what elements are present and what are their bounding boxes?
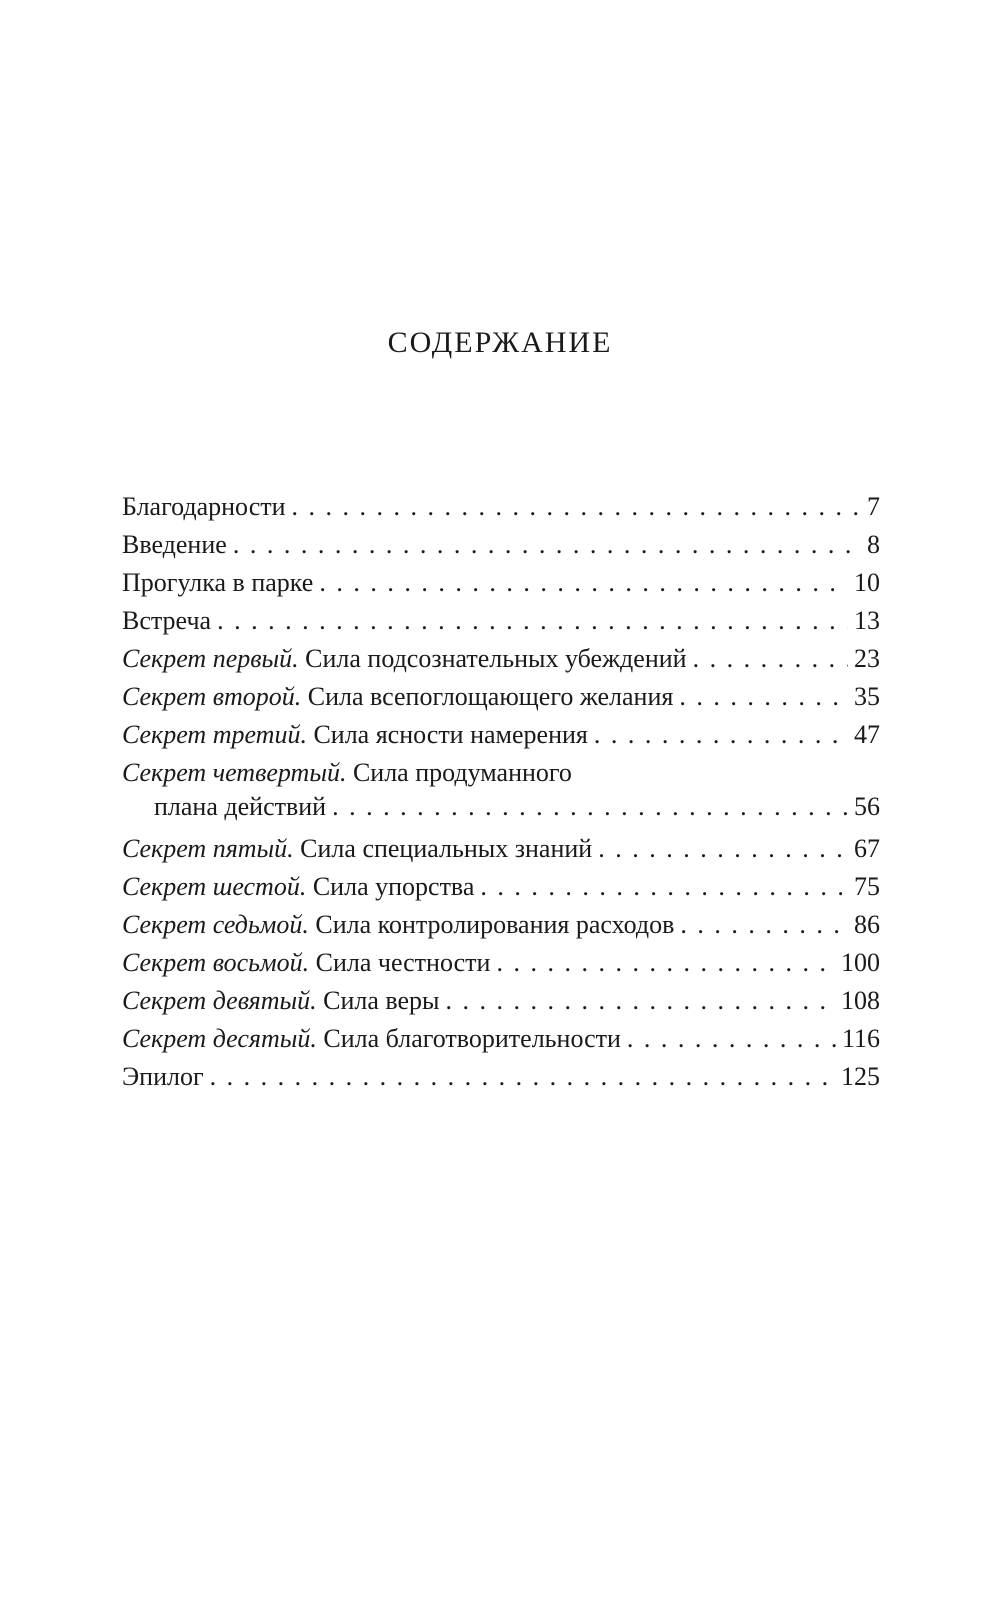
toc-page-number: 125 — [841, 1062, 880, 1091]
toc-page-number: 86 — [854, 910, 880, 939]
toc-page-number: 35 — [854, 682, 880, 711]
toc-entry-secret-3 — [122, 716, 880, 754]
toc-page-number: 67 — [854, 834, 880, 863]
toc-entry-secret-6 — [122, 868, 880, 906]
toc-entry-acknowledgements — [122, 488, 880, 526]
toc-entry-epilogue — [122, 1058, 880, 1096]
toc-page-number: 75 — [854, 872, 880, 901]
dot-leader — [680, 906, 848, 944]
toc-entry-title: Сила честности — [309, 948, 491, 977]
dot-leader — [598, 830, 848, 868]
dot-leader — [292, 488, 861, 526]
toc-entry-title: Благодарности — [122, 492, 286, 521]
dot-leader — [217, 602, 848, 640]
toc-entry-title: Сила продуманного — [346, 758, 572, 787]
toc-entry-secret-5 — [122, 830, 880, 868]
toc-entry-secret-2 — [122, 678, 880, 716]
table-of-contents — [122, 488, 880, 1096]
toc-page-number: 116 — [841, 1024, 880, 1053]
toc-entry-introduction — [122, 526, 880, 564]
toc-entry-secret-7 — [122, 906, 880, 944]
toc-entry-prefix: Секрет второй. — [122, 682, 302, 711]
toc-entry-secret-9 — [122, 982, 880, 1020]
dot-leader — [332, 792, 848, 822]
toc-entry-title: Сила всепоглощающего желания — [301, 682, 674, 711]
toc-page-number: 47 — [854, 720, 880, 749]
toc-entry-prefix: Секрет шестой. — [122, 872, 307, 901]
toc-entry-title: Встреча — [122, 606, 212, 635]
toc-entry-walk-in-park — [122, 564, 880, 602]
toc-entry-title: Сила ясности намерения — [306, 720, 588, 749]
toc-entry-title: Сила подсознательных убеждений — [298, 644, 687, 673]
toc-page-number: 13 — [854, 606, 880, 635]
toc-entry-title: Сила упорства — [306, 872, 475, 901]
toc-entry-title: Сила контролирования расходов — [308, 910, 675, 939]
toc-entry-meeting — [122, 602, 880, 640]
dot-leader — [319, 564, 848, 602]
dot-leader — [233, 526, 861, 564]
toc-entry-continuation: плана действий — [154, 792, 327, 821]
dot-leader — [480, 868, 848, 906]
toc-entry-prefix: Секрет десятый. — [122, 1024, 317, 1053]
toc-page-number: 10 — [854, 568, 880, 597]
dot-leader — [446, 982, 835, 1020]
dot-leader — [496, 944, 835, 982]
toc-entry-title: Сила благотворительности — [316, 1024, 621, 1053]
toc-page-number: 7 — [867, 492, 880, 521]
toc-entry-secret-10 — [122, 1020, 880, 1058]
toc-entry-prefix: Секрет четвертый. — [122, 758, 347, 787]
toc-entry-title: Прогулка в парке — [122, 568, 314, 597]
toc-entry-secret-8 — [122, 944, 880, 982]
toc-entry-title: Сила специальных знаний — [293, 834, 593, 863]
dot-leader — [210, 1058, 835, 1096]
toc-entry-prefix: Секрет девятый. — [122, 986, 317, 1015]
dot-leader — [594, 716, 848, 754]
toc-entry-prefix: Секрет седьмой. — [122, 910, 309, 939]
toc-entry-prefix: Секрет пятый. — [122, 834, 294, 863]
toc-page-number: 108 — [841, 986, 880, 1015]
toc-entry-prefix: Секрет третий. — [122, 720, 307, 749]
toc-page-number: 23 — [854, 644, 880, 673]
dot-leader — [627, 1020, 836, 1058]
toc-entry-title: Введение — [122, 530, 227, 559]
toc-page-number: 100 — [841, 948, 880, 977]
dot-leader — [693, 640, 848, 678]
toc-entry-title: Эпилог — [122, 1062, 204, 1091]
page-title: СОДЕРЖАНИЕ — [387, 326, 613, 359]
toc-entry-secret-1 — [122, 640, 880, 678]
toc-page-number: 56 — [854, 792, 880, 821]
toc-entry-title: Сила веры — [316, 986, 440, 1015]
toc-entry-prefix: Секрет первый. — [122, 644, 299, 673]
toc-page-number: 8 — [867, 530, 880, 559]
toc-entry-prefix: Секрет восьмой. — [122, 948, 310, 977]
toc-entry-secret-4 — [122, 754, 880, 830]
dot-leader — [679, 678, 848, 716]
